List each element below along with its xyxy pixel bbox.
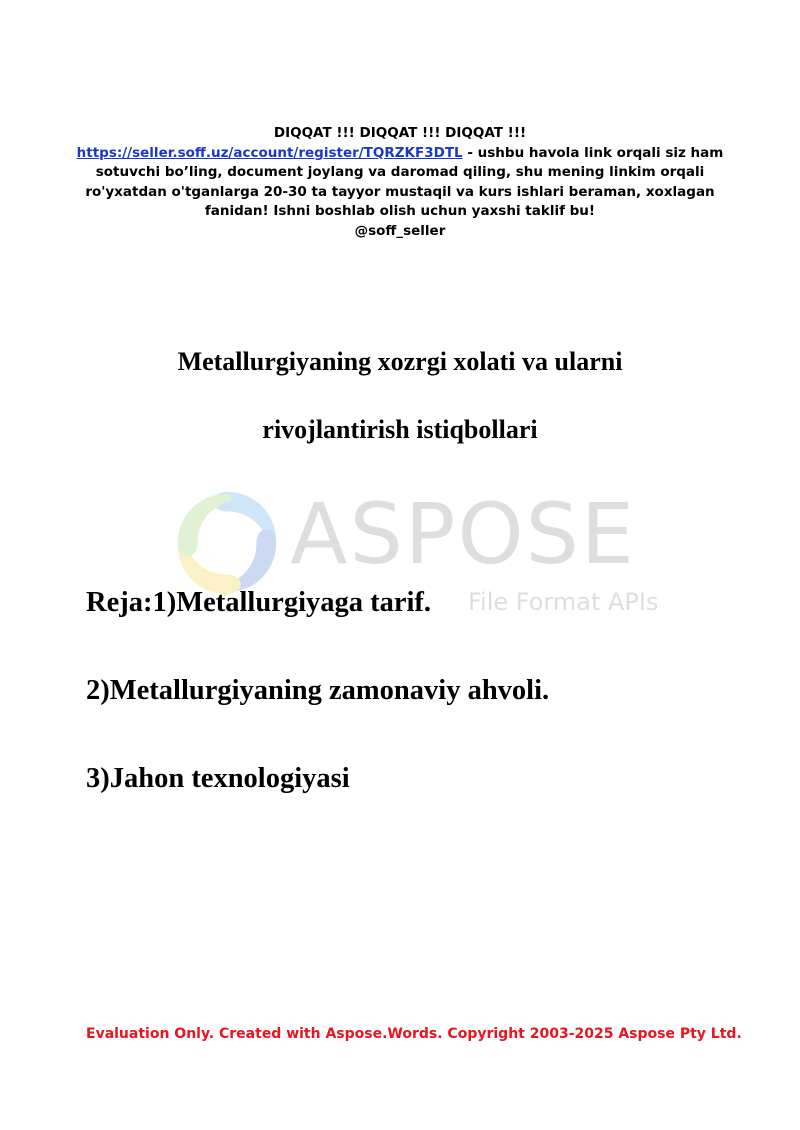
promo-notice — [60, 124, 740, 242]
register-link[interactable]: https://seller.soff.uz/account/register/TQRZKF3DTL — [76, 144, 463, 161]
watermark-tagline: File Format APIs — [468, 588, 659, 616]
watermark-brand: ASPOSE — [290, 485, 636, 583]
notice-body — [60, 144, 740, 222]
aspose-logo-icon — [168, 484, 286, 602]
notice-heading: DIQQAT !!! DIQQAT !!! DIQQAT !!! — [273, 125, 527, 141]
plan-item-2: 2)Metallurgiyaning zamonaviy ahvoli. — [86, 675, 550, 706]
evaluation-notice: Evaluation Only. Created with Aspose.Words. Copyright 2003-2025 Aspose Pty Ltd. — [86, 1026, 742, 1042]
plan-item-3: 3)Jahon texnologiyasi — [86, 763, 350, 794]
notice-body-text: - ushbu havola link orqali siz ham sotuvchi bo’ling, document joylang va daromad qiling, shu mening linkim orqali ro'yxatdan o'tganlarga 20-30 ta tayyor mustaqil va kurs ishlari beraman, xoxlagan fanidan! Ishni boshlab olish uchun yaxshi taklif bu! — [85, 144, 724, 220]
plan-item-1: Reja:1)Metallurgiyaga tarif. — [86, 587, 432, 618]
document-title-line-2: rivojlantirish istiqbollari — [262, 415, 538, 444]
notice-handle: @soff_seller — [354, 222, 446, 239]
document-title-line-1: Metallurgiyaning xozrgi xolati va ularni — [177, 347, 623, 376]
